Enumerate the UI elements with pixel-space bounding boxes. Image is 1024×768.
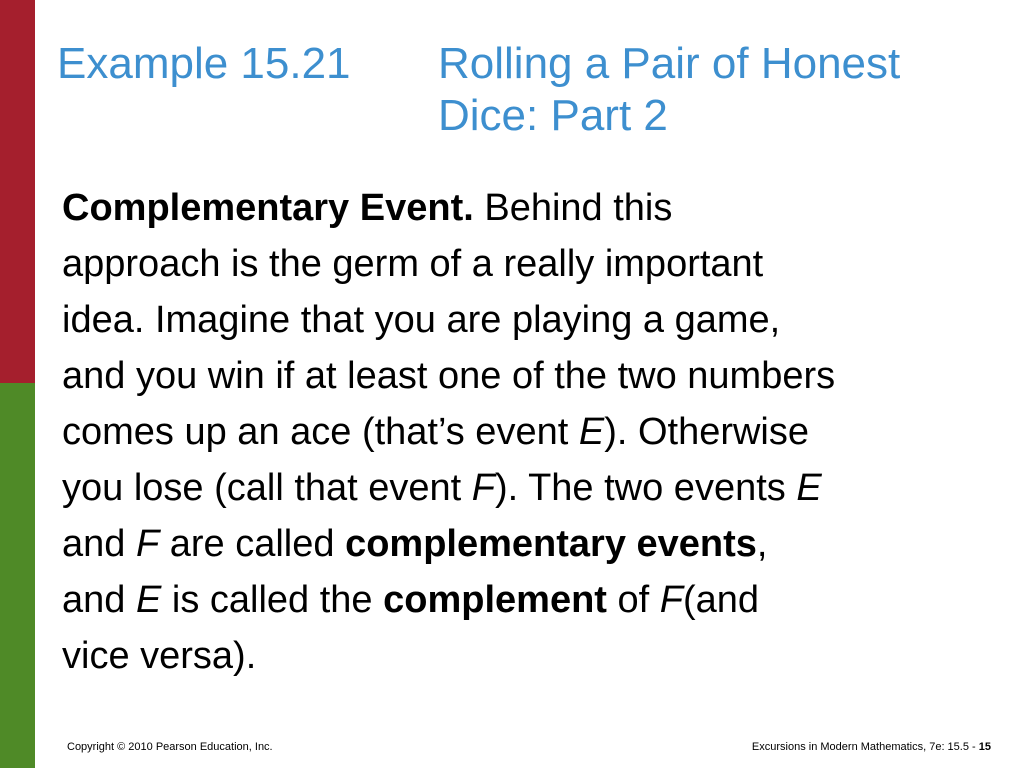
- event-e-symbol: E: [796, 467, 822, 509]
- body-text-segment: and: [62, 579, 136, 621]
- body-text-segment: of: [606, 579, 660, 621]
- body-text-segment: and: [62, 523, 136, 565]
- body-line-1: [62, 180, 1012, 236]
- event-f-symbol: F: [135, 523, 160, 565]
- body-text-segment: ,: [756, 523, 768, 565]
- slide-title-number: Example 15.21: [57, 39, 351, 88]
- body-line-5: [62, 404, 1012, 460]
- body-line-9: vice versa).: [62, 635, 257, 677]
- body-text-segment: ). Otherwise: [604, 411, 810, 453]
- body-text-segment: (and: [682, 579, 760, 621]
- event-f-symbol: F: [471, 467, 495, 509]
- footer-page-number: 15: [978, 741, 991, 753]
- body-line-7: [62, 516, 1012, 572]
- event-e-symbol: E: [578, 411, 605, 453]
- sidebar-green-bar: [0, 383, 35, 768]
- footer-source-text: Excursions in Modern Mathematics, 7e: 15.5 -: [751, 741, 979, 753]
- sidebar-red-bar: [0, 0, 35, 383]
- footer-copyright: Copyright © 2010 Pearson Education, Inc.: [67, 741, 273, 753]
- body-text-segment: comes up an ace (that’s event: [62, 411, 579, 453]
- body-line-2: approach is the germ of a really important: [62, 243, 764, 285]
- slide-body: [62, 180, 1012, 684]
- slide-title: [438, 38, 998, 142]
- body-line-4: and you win if at least one of the two numbers: [62, 355, 836, 397]
- term-complement: complement: [383, 579, 607, 621]
- body-text-segment: Behind this: [473, 187, 673, 229]
- body-text-segment: are called: [159, 523, 346, 565]
- body-line-8: [62, 572, 1012, 628]
- slide-title-line-2: Dice: Part 2: [438, 91, 668, 140]
- event-e-symbol: E: [135, 579, 162, 621]
- body-text-segment: you lose (call that event: [62, 467, 472, 509]
- event-f-symbol: F: [659, 579, 683, 621]
- footer-source: [752, 741, 991, 753]
- body-line-6: [62, 460, 1012, 516]
- term-complementary-events: complementary events: [345, 523, 757, 565]
- slide-title-line-1: Rolling a Pair of Honest: [438, 39, 901, 88]
- body-heading: Complementary Event.: [62, 187, 474, 229]
- body-text-segment: ). The two events: [495, 467, 797, 509]
- body-text-segment: is called the: [161, 579, 384, 621]
- body-line-3: idea. Imagine that you are playing a game,: [62, 299, 781, 341]
